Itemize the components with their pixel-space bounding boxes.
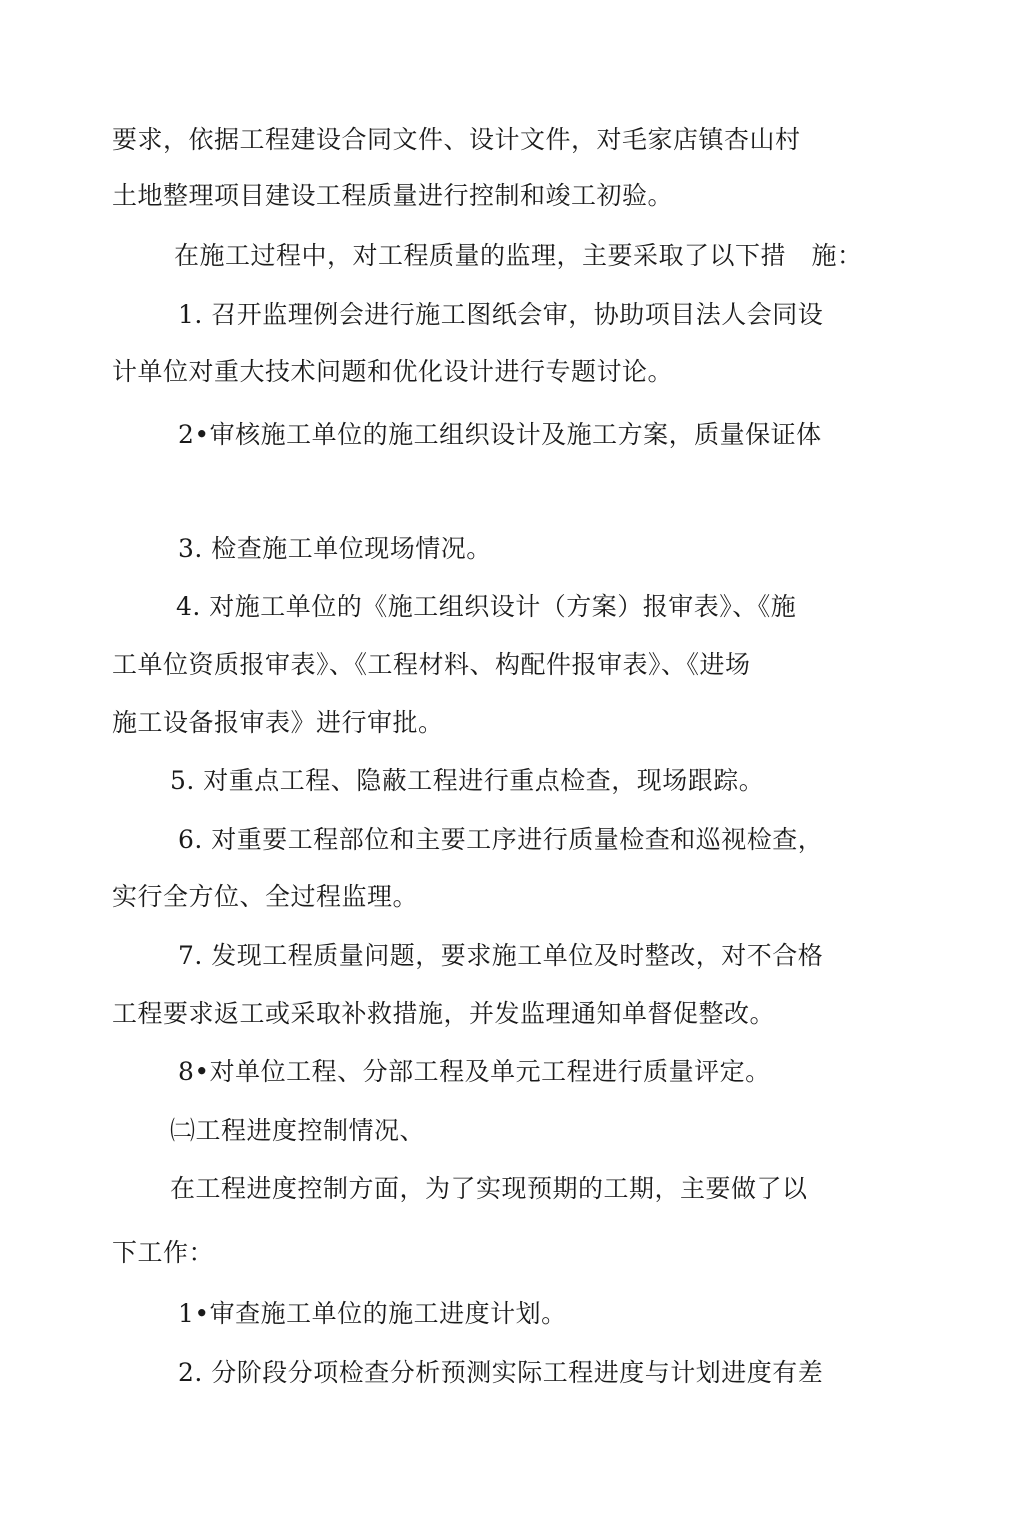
text-line-9: 工单位资质报审表》、《工程材料、构配件报审表》、《进场 (112, 650, 751, 679)
text-line-20: 1•审查施工单位的施工进度计划。 (178, 1299, 567, 1328)
text-line-3: 在施工过程中，对工程质量的监理，主要采取了以下措 施： (174, 241, 863, 270)
text-line-1: 要求，依据工程建设合同文件、设计文件，对毛家店镇杏山村 (112, 125, 801, 154)
text-line-18: 在工程进度控制方面，为了实现预期的工期，主要做了以 (170, 1174, 808, 1203)
text-line-17: ㈡工程进度控制情况、 (170, 1116, 426, 1145)
text-line-13: 实行全方位、全过程监理。 (112, 882, 419, 911)
text-line-8: 4. 对施工单位的《施工组织设计（方案）报审表》、《施 (176, 592, 797, 621)
text-line-11: 5. 对重点工程、隐蔽工程进行重点检查，现场跟踪。 (170, 766, 765, 795)
text-line-7: 3. 检查施工单位现场情况。 (178, 534, 492, 563)
text-line-21: 2. 分阶段分项检查分析预测实际工程进度与计划进度有差 (178, 1358, 824, 1387)
text-line-15: 工程要求返工或采取补救措施，并发监理通知单督促整改。 (112, 999, 776, 1028)
text-line-19: 下工作： (112, 1238, 215, 1267)
text-line-10: 施工设备报审表》进行审批。 (112, 708, 444, 737)
text-line-2: 土地整理项目建设工程质量进行控制和竣工初验。 (112, 181, 674, 210)
text-line-4: 1. 召开监理例会进行施工图纸会审，协助项目法人会同设 (178, 300, 824, 329)
text-line-16: 8•对单位工程、分部工程及单元工程进行质量评定。 (178, 1057, 771, 1086)
text-line-14: 7. 发现工程质量问题，要求施工单位及时整改，对不合格 (178, 941, 824, 970)
text-line-5: 计单位对重大技术问题和优化设计进行专题讨论。 (112, 357, 674, 386)
text-line-6: 2•审核施工单位的施工组织设计及施工方案，质量保证体 (178, 420, 822, 449)
text-line-12: 6. 对重要工程部位和主要工序进行质量检查和巡视检查， (178, 825, 824, 854)
